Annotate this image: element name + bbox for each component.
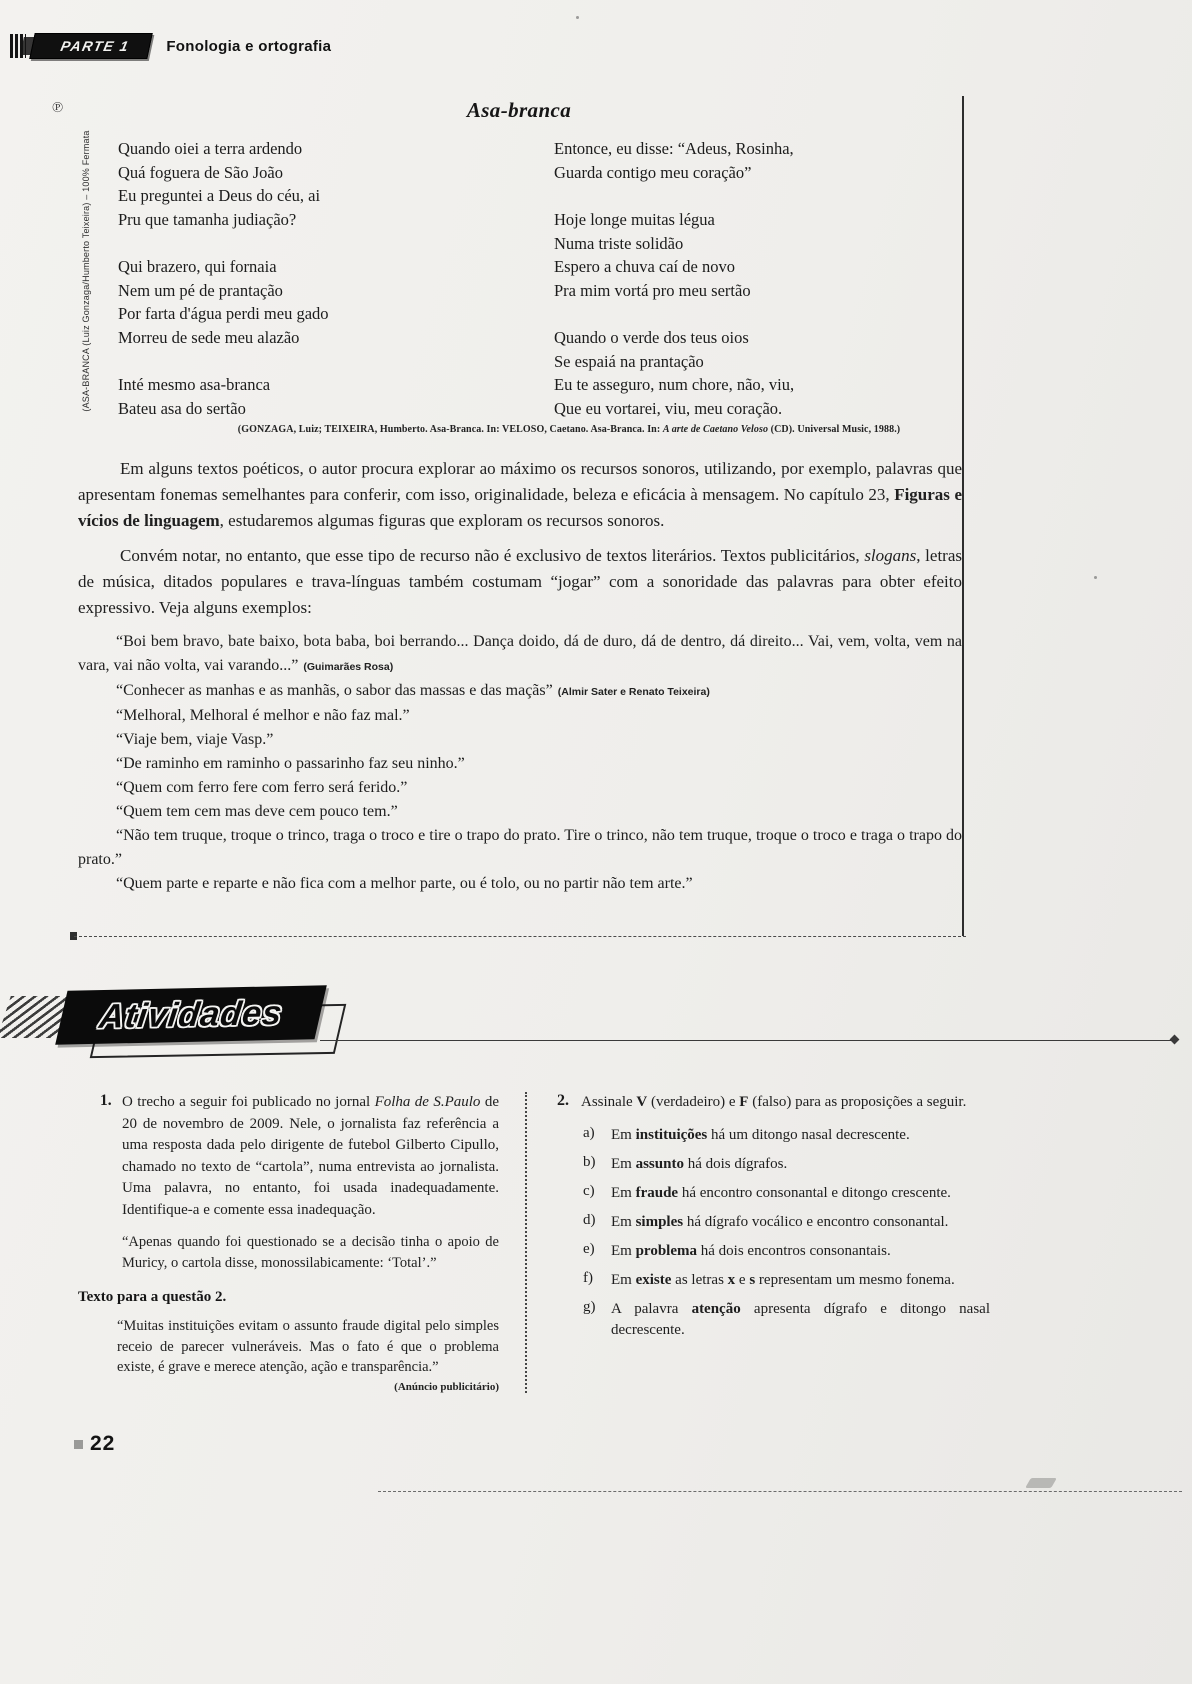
song-column-right <box>554 137 920 420</box>
text-segment: problema <box>635 1242 697 1259</box>
lyric-line: Que eu vortarei, viu, meu coração. <box>554 398 783 418</box>
song-columns <box>118 137 920 420</box>
example-attribution: (Almir Sater e Renato Teixeira) <box>557 686 710 698</box>
text-segment: Em alguns textos poéticos, o autor procura explorar ao máximo os recursos sonoros, utilizando, por exemplo, palavras que apresentam fonemas semelhantes para conferir, com isso, originalidade, beleza e eficácia à mensagem. No capítulo 23, <box>78 459 962 504</box>
question-1-text <box>122 1092 499 1221</box>
lyric-line: Qui brazero, qui fornaia <box>118 257 277 276</box>
list-item <box>583 1125 990 1146</box>
list-item <box>583 1183 990 1204</box>
item-text <box>611 1241 990 1262</box>
paragraph <box>78 456 962 534</box>
stanza <box>118 137 554 231</box>
page-header <box>10 32 331 60</box>
list-item <box>583 1154 990 1175</box>
stanza <box>118 373 554 420</box>
text-segment: Em <box>611 1242 636 1259</box>
example-text: “Quem com ferro fere com ferro será ferido.” <box>116 779 408 796</box>
stanza <box>554 326 920 420</box>
item-label: g) <box>583 1298 596 1315</box>
lyric-line: Pru que tamanha judiação? <box>118 209 297 229</box>
example-quote <box>78 630 962 679</box>
lyric-line: Se espaiá na prantação <box>554 351 704 371</box>
text-segment: Folha de S.Paulo <box>374 1094 481 1110</box>
example-text: “Quem parte e reparte e não fica com a melhor parte, ou é tolo, ou no partir não tem arte.” <box>116 875 693 892</box>
question-1-body <box>122 1092 499 1273</box>
item-label: e) <box>583 1240 595 1257</box>
song-title: Asa-branca <box>466 98 572 122</box>
example-text: “Melhoral, Melhoral é melhor e não faz mal.” <box>116 707 410 724</box>
text-segment: (falso) para as proposições a seguir. <box>748 1094 967 1110</box>
text-segment: Em <box>611 1184 636 1201</box>
part-badge: PARTE 1 <box>29 33 153 59</box>
lyric-line: Eu preguntei a Deus do céu, ai <box>118 186 321 205</box>
text-segment: há dois dígrafos. <box>683 1155 788 1172</box>
text-segment: as letras <box>671 1271 728 1288</box>
texto-quote: “Muitas instituições evitam o assunto fraude digital pelo simples receio de parecer vulneráveis. Mas o fato é que o problema existe, é grave e merece atenção, ação e transparência.” <box>117 1318 499 1375</box>
example-quote <box>78 679 962 704</box>
text-segment: de 20 de novembro de 2009. Nele, o jornalista faz referência a uma resposta dada pelo dirigente de futebol Gilberto Cipullo, chamado no texto de “cartola”, numa entrevista ao jornalista. Uma palavra, no entanto, foi usada inadequadamente. Identifique-a e comente essa inadequação. <box>122 1094 499 1218</box>
item-text <box>611 1299 990 1341</box>
text-segment: (verdadeiro) e <box>647 1094 740 1110</box>
paragraph <box>78 543 962 621</box>
example-text: “Conhecer as manhas e as manhãs, o sabor das massas e das maçãs” <box>116 682 553 699</box>
text-segment: x <box>727 1271 736 1288</box>
texto-attribution: (Anúncio publicitário) <box>394 1380 499 1393</box>
question-1-quote: “Apenas quando foi questionado se a decisão tinha o apoio de Muricy, o cartola disse, monossilabicamente: ‘Total’.” <box>122 1234 499 1271</box>
activities-banner <box>0 984 1192 1076</box>
scan-smudge <box>1025 1478 1057 1488</box>
lyric-line: Hoje longe muitas légua <box>554 210 715 229</box>
lyric-line: Guarda contigo meu coração” <box>554 162 752 182</box>
text-segment: há um ditongo nasal decrescente. <box>707 1126 910 1143</box>
item-label: f) <box>583 1269 593 1286</box>
text-segment: A arte de Caetano Veloso <box>662 424 769 435</box>
lyric-line: Pra mim vortá pro meu sertão <box>554 280 751 300</box>
text-segment: , letras de música, ditados populares e trava-línguas também costumam “jogar” com a sonoridade das palavras para obter efeito expressivo. Veja alguns exemplos: <box>78 546 962 617</box>
list-item <box>583 1212 990 1233</box>
item-label: b) <box>583 1153 596 1170</box>
text-segment: há encontro consonantal e ditongo crescente. <box>678 1184 951 1201</box>
text-segment: Convém notar, no entanto, que esse tipo de recurso não é exclusivo de textos literários. Textos publicitários, <box>120 546 865 565</box>
text-segment: Em <box>611 1155 636 1172</box>
right-rule <box>962 96 964 936</box>
list-item <box>583 1299 990 1341</box>
lyric-line: Quando oiei a terra ardendo <box>118 139 303 158</box>
example-quote <box>78 776 962 800</box>
lyric-line: Entonce, eu disse: “Adeus, Rosinha, <box>554 139 794 158</box>
text-segment: simples <box>635 1213 684 1230</box>
item-label: a) <box>583 1124 595 1141</box>
example-text: “De raminho em raminho o passarinho faz seu ninho.” <box>116 755 465 772</box>
activities-banner-label: Atividades <box>97 993 285 1036</box>
question-2-number: 2. <box>557 1092 569 1109</box>
text-segment: fraude <box>635 1184 679 1201</box>
page-number <box>74 1432 115 1456</box>
example-quote <box>78 872 962 896</box>
text-segment: A palavra <box>611 1300 692 1317</box>
page-number-text: 22 <box>90 1432 116 1455</box>
item-label: d) <box>583 1211 596 1228</box>
song-citation <box>218 424 920 435</box>
text-segment: (GONZAGA, Luiz; TEIXEIRA, Humberto. Asa-Branca. In: VELOSO, Caetano. Asa-Branca. In: <box>237 424 663 435</box>
text-segment: e <box>735 1271 750 1288</box>
question-2-body <box>581 1092 990 1349</box>
text-segment: V <box>636 1094 648 1110</box>
example-quote <box>78 824 962 872</box>
list-item <box>583 1241 990 1262</box>
chapter-title: Fonologia e ortografia <box>166 37 332 55</box>
stanza <box>118 255 554 349</box>
scan-speck <box>576 16 579 19</box>
example-attribution: (Guimarães Rosa) <box>303 661 394 673</box>
question-2-intro <box>581 1092 990 1114</box>
question-2 <box>557 1092 990 1349</box>
text-segment: assunto <box>635 1155 684 1172</box>
banner-shape <box>55 985 327 1044</box>
lyric-line: Por farta d'água perdi meu gado <box>118 304 329 323</box>
lyric-line: Quá foguera de São João <box>118 162 283 182</box>
example-text: “Viaje bem, viaje Vasp.” <box>116 731 274 748</box>
lyric-line: Bateu asa do sertão <box>118 398 246 418</box>
item-text <box>611 1270 990 1291</box>
scan-speck <box>1094 576 1097 579</box>
activities-section <box>78 1092 990 1393</box>
item-text <box>611 1125 990 1146</box>
song-margin-credit: (ASA-BRANCA (Luiz Gonzaga/Humberto Teixeira) – 100% Fermata <box>81 130 91 412</box>
text-segment: atenção <box>691 1300 741 1317</box>
barcode-icon <box>10 34 26 58</box>
text-segment: slogans <box>864 546 917 565</box>
lyric-line: Espero a chuva caí de novo <box>554 257 735 276</box>
text-segment: há dígrafo vocálico e encontro consonantal. <box>683 1213 949 1230</box>
page-number-icon <box>74 1440 83 1449</box>
lyric-line: Numa triste solidão <box>554 233 684 253</box>
dashed-separator <box>74 936 966 937</box>
example-text: “Quem tem cem mas deve cem pouco tem.” <box>116 803 398 820</box>
activities-right-column <box>527 1092 990 1393</box>
banner-rule <box>320 1040 1174 1041</box>
stanza <box>554 208 920 302</box>
text-segment: Assinale <box>581 1094 637 1110</box>
phonogram-icon: ℗ <box>52 100 64 116</box>
question-1 <box>100 1092 499 1273</box>
lyric-line: Eu te asseguro, num chore, não, viu, <box>554 375 795 394</box>
example-quote <box>78 704 962 728</box>
song-column-left <box>118 137 554 420</box>
texto-heading: Texto para a questão 2. <box>78 1289 227 1305</box>
text-segment: instituições <box>635 1126 708 1143</box>
example-text: “Não tem truque, troque o trinco, traga o troco e tire o trapo do prato. Tire o trinco, não tem truque, troque o troco e traga o trapo do prato.” <box>78 827 962 868</box>
question-2-items <box>581 1125 990 1341</box>
item-text <box>611 1212 990 1233</box>
text-segment: F <box>739 1094 749 1110</box>
text-segment: Em <box>611 1271 636 1288</box>
lyric-line: Nem um pé de prantação <box>118 280 283 300</box>
item-text <box>611 1183 990 1204</box>
question-1-number: 1. <box>100 1092 112 1109</box>
bottom-dashed-separator <box>378 1491 1182 1492</box>
item-text <box>611 1154 990 1175</box>
text-segment: há dois encontros consonantais. <box>697 1242 891 1259</box>
text-segment: Em <box>611 1213 636 1230</box>
item-label: c) <box>583 1182 595 1199</box>
example-quote <box>78 728 962 752</box>
list-item <box>583 1270 990 1291</box>
example-quote <box>78 752 962 776</box>
text-segment: existe <box>635 1271 672 1288</box>
lyric-line: Quando o verde dos teus oios <box>554 328 749 347</box>
activities-left-column <box>78 1092 525 1393</box>
example-text: “Boi bem bravo, bate baixo, bota baba, boi berrando... Dança doido, dá de duro, dá de dentro, dá direito... Vai, vem, volta, vem na vara, vai não volta, vai varando...” <box>78 633 962 674</box>
lyric-line: Inté mesmo asa-branca <box>118 375 271 394</box>
text-segment: s <box>749 1271 756 1288</box>
text-segment: , estudaremos algumas figuras que exploram os recursos sonoros. <box>219 511 665 530</box>
body-text <box>78 456 962 896</box>
text-segment: Figuras e vícios de linguagem <box>78 485 962 530</box>
song-section <box>118 98 920 435</box>
lyric-line: Morreu de sede meu alazão <box>118 327 300 347</box>
text-segment: representam um mesmo fonema. <box>755 1271 955 1288</box>
text-segment: Em <box>611 1126 636 1143</box>
text-segment: O trecho a seguir foi publicado no jornal <box>122 1094 375 1110</box>
text-segment: (CD). Universal Music, 1988.) <box>768 424 901 435</box>
example-quote <box>78 800 962 824</box>
text-segment: apresenta dígrafo e ditongo nasal decrescente. <box>611 1300 991 1338</box>
stanza <box>554 137 920 184</box>
